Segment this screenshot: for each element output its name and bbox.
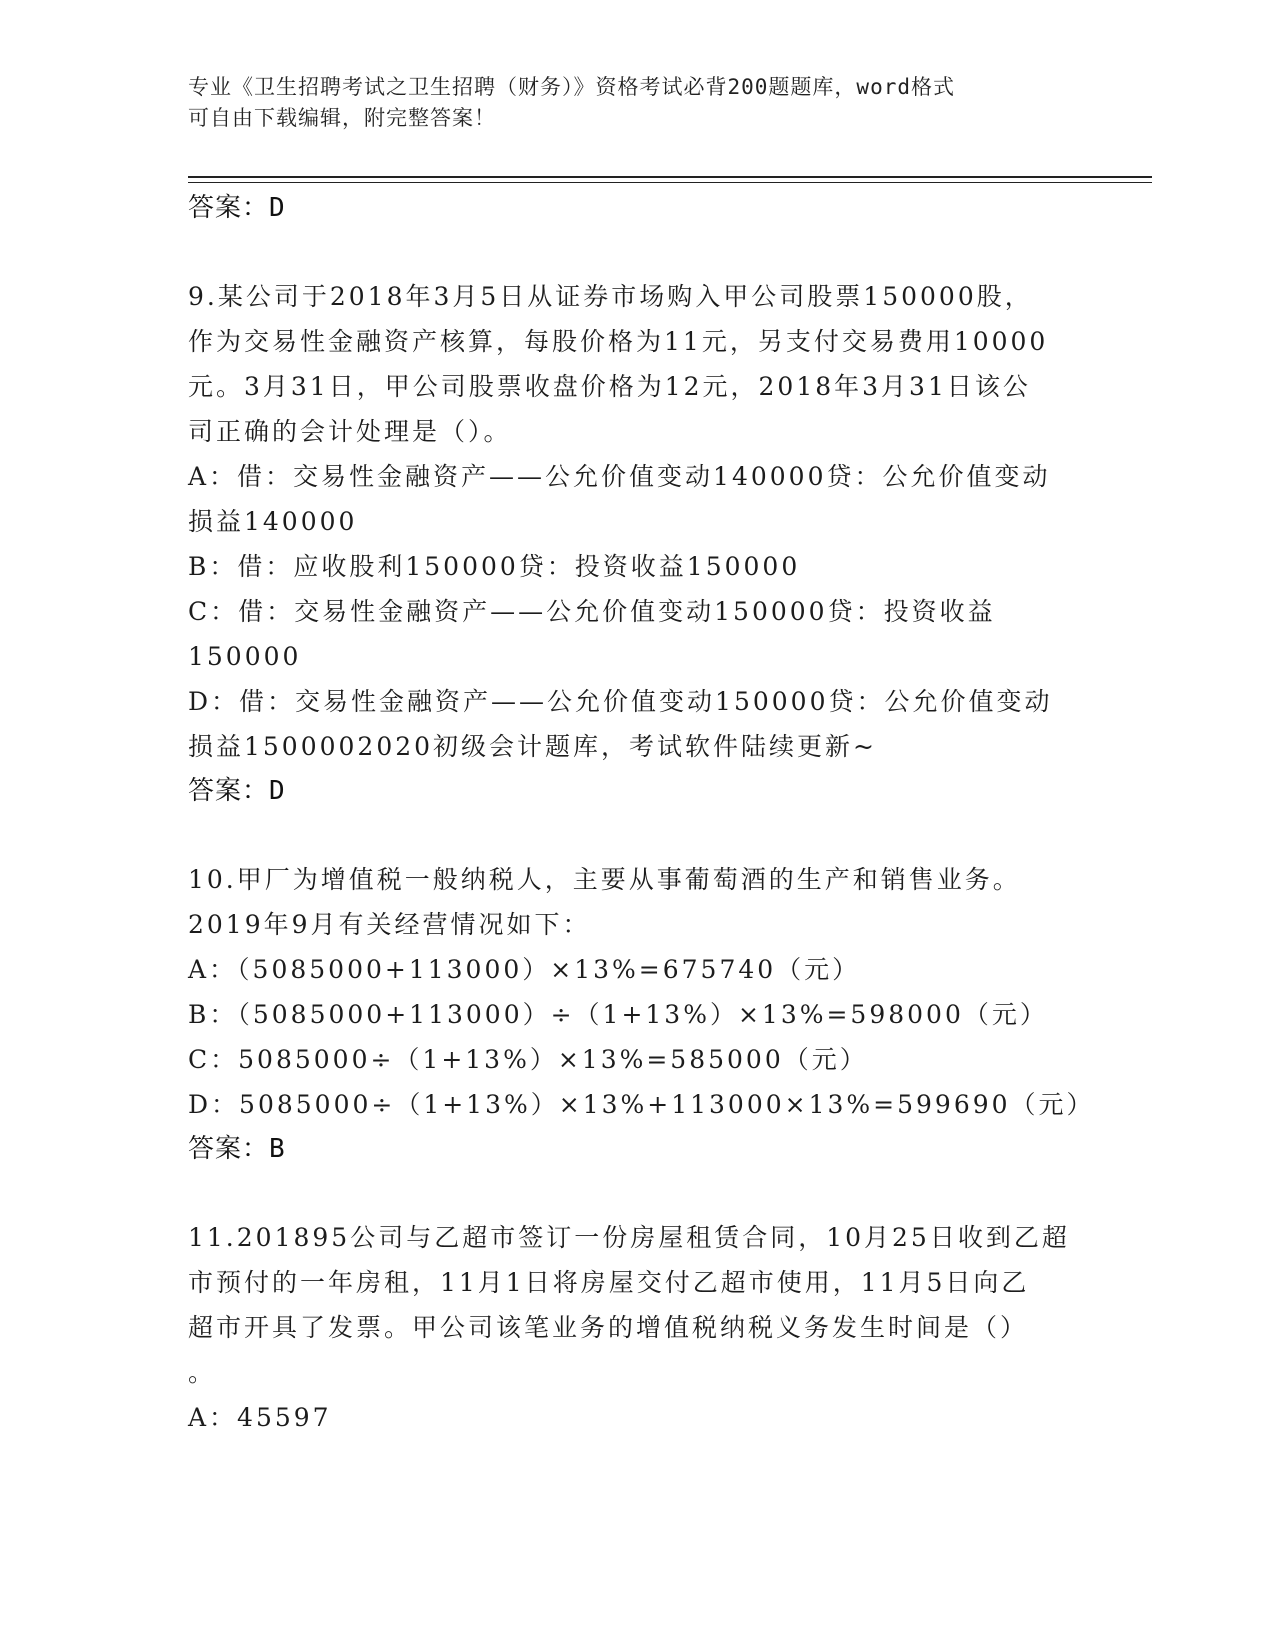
option-line: B：借：应收股利150000贷：投资收益150000 [188,552,801,581]
question-text-line: 作为交易性金融资产核算，每股价格为11元，另支付交易费用10000 [188,327,1049,356]
option-line: A：45597 [188,1403,332,1432]
answer-q9: 答案：D [188,776,286,806]
question-11 [188,1215,1088,1440]
page-header [188,72,1068,134]
question-text-line: 2019年9月有关经营情况如下： [188,910,591,939]
question-text-line: 超市开具了发票。甲公司该笔业务的增值税纳税义务发生时间是（） [188,1313,1029,1342]
header-divider-thick [188,176,1152,178]
question-text-line: 10.甲厂为增值税一般纳税人，主要从事葡萄酒的生产和销售业务。 [188,865,1021,894]
option-line: 损益1500002020初级会计题库，考试软件陆续更新~ [188,732,878,761]
option-line: D：借：交易性金融资产——公允价值变动150000贷：公允价值变动 [188,687,1053,716]
header-divider-thin [188,182,1152,183]
question-9 [188,274,1088,814]
option-line: 损益140000 [188,507,358,536]
option-line: D：5085000÷（1+13%）×13%+113000×13%=599690（元） [188,1090,1095,1119]
question-text-line: 市预付的一年房租，11月1日将房屋交付乙超市使用，11月5日向乙 [188,1268,1030,1297]
question-10 [188,857,1095,1172]
answer-previous: 答案：D [188,193,286,223]
option-line: A：（5085000+113000）×13%=675740（元） [188,955,861,984]
header-title-line-1: 专业《卫生招聘考试之卫生招聘（财务）》资格考试必背200题题库，word格式 [188,75,955,99]
question-text-line: 9.某公司于2018年3月5日从证券市场购入甲公司股票150000股， [188,282,1033,311]
question-text-line: 11.201895公司与乙超市签订一份房屋租赁合同，10月25日收到乙超 [188,1223,1070,1252]
question-text-line: 元。3月31日，甲公司股票收盘价格为12元，2018年3月31日该公 [188,372,1031,401]
question-text-line: 。 [188,1358,217,1387]
answer-q10: 答案：B [188,1134,286,1164]
question-text-line: 司正确的会计处理是（）。 [188,417,512,446]
option-line: B：（5085000+113000）÷（1+13%）×13%=598000（元） [188,1000,1048,1029]
option-line: 150000 [188,642,302,671]
option-line: A：借：交易性金融资产——公允价值变动140000贷：公允价值变动 [188,462,1051,491]
document-body [188,186,1095,1440]
option-line: C：5085000÷（1+13%）×13%=585000（元） [188,1045,868,1074]
option-line: C：借：交易性金融资产——公允价值变动150000贷：投资收益 [188,597,996,626]
header-title-line-2: 可自由下载编辑，附完整答案！ [188,106,496,130]
